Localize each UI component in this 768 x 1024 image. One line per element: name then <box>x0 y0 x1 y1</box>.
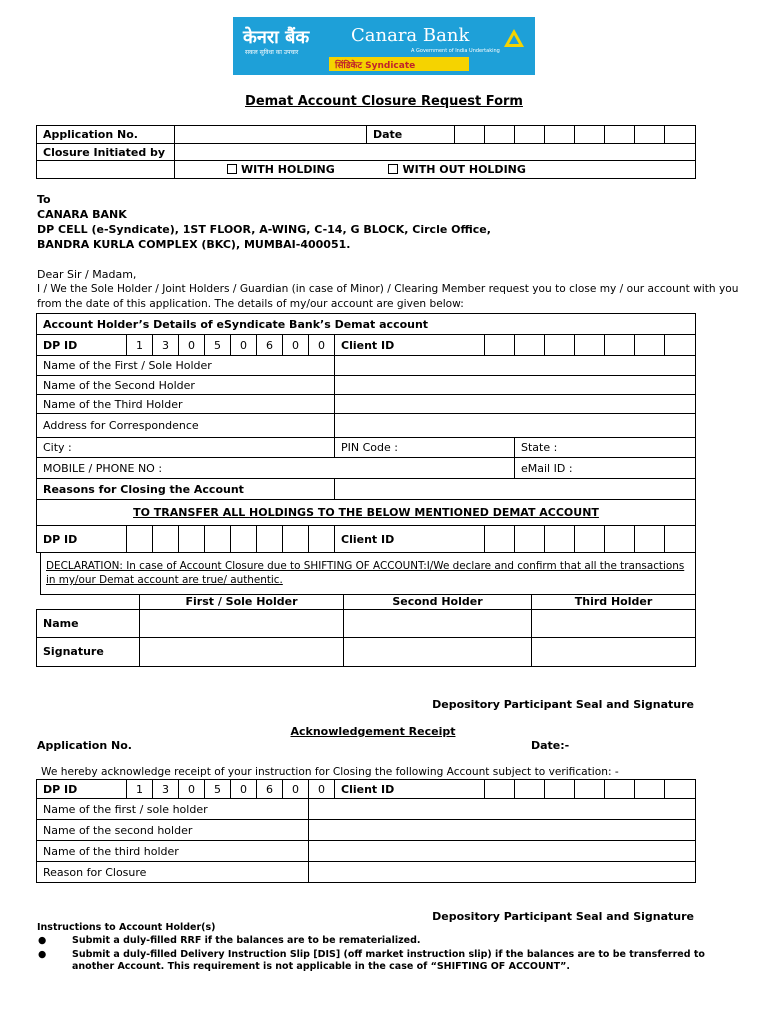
application-no-field[interactable] <box>175 126 367 144</box>
canara-triangle-icon <box>503 27 525 49</box>
body-line-1: I / We the Sole Holder / Joint Holders / Guardian (in case of Minor) / Clearing Member request you to close my / our account with you <box>37 283 739 295</box>
transfer-client-id-box[interactable] <box>575 526 605 553</box>
address-label: Address for Correspondence <box>37 414 335 438</box>
client-id-box[interactable] <box>605 335 635 356</box>
date-box[interactable] <box>545 126 575 144</box>
ack-reason-field[interactable] <box>309 862 696 883</box>
transfer-client-id-box[interactable] <box>515 526 545 553</box>
declaration-line-1: DECLARATION: In case of Account Closure due to SHIFTING OF ACCOUNT:I/We declare and confirm that all the transactions <box>46 560 685 572</box>
ack-client-id-box[interactable] <box>485 780 515 799</box>
declaration-line-2: in my/our Demat account are true/ authentic. <box>46 574 283 586</box>
second-holder-signature-field[interactable] <box>344 637 532 666</box>
details-heading: Account Holder’s Details of eSyndicate Bank’s Demat account <box>37 314 696 335</box>
logo-hindi-name: केनरा बैंक <box>243 27 310 48</box>
date-box[interactable] <box>455 126 485 144</box>
ack-client-id-box[interactable] <box>515 780 545 799</box>
date-box[interactable] <box>575 126 605 144</box>
address-line-3: BANDRA KURLA COMPLEX (BKC), MUMBAI-400051. <box>37 238 351 251</box>
dp-seal-signature-1: Depository Participant Seal and Signature <box>432 698 694 711</box>
client-id-box[interactable] <box>575 335 605 356</box>
instruction-item <box>36 935 726 947</box>
signature-table <box>36 595 696 667</box>
date-box[interactable] <box>665 126 696 144</box>
ack-second-holder-field[interactable] <box>309 820 696 841</box>
dp-seal-signature-2: Depository Participant Seal and Signature <box>432 910 694 923</box>
ack-dp-id-digit: 0 <box>231 780 257 799</box>
dp-id-digit: 1 <box>127 335 153 356</box>
ack-client-id-label: Client ID <box>335 780 485 799</box>
state-field[interactable]: State : <box>515 438 696 458</box>
empty-cell <box>37 161 175 179</box>
date-box[interactable] <box>515 126 545 144</box>
instruction-item <box>36 949 726 973</box>
first-holder-col: First / Sole Holder <box>140 595 344 609</box>
transfer-client-id-label: Client ID <box>335 526 485 553</box>
ack-first-holder-field[interactable] <box>309 799 696 820</box>
header-table <box>36 125 696 179</box>
reasons-field[interactable] <box>335 479 696 500</box>
dp-id-digit: 0 <box>179 335 205 356</box>
third-holder-label: Name of the Third Holder <box>37 395 335 414</box>
first-holder-name-field[interactable] <box>140 609 344 637</box>
ack-second-holder-label: Name of the second holder <box>37 820 309 841</box>
body-line-2: from the date of this application. The details of my/our account are given below: <box>37 298 464 310</box>
closure-initiated-field[interactable] <box>175 144 696 161</box>
declaration-box <box>40 553 696 595</box>
mobile-field[interactable]: MOBILE / PHONE NO : <box>37 458 515 479</box>
without-holding-option[interactable] <box>388 163 525 176</box>
client-id-box[interactable] <box>665 335 696 356</box>
ack-reason-label: Reason for Closure <box>37 862 309 883</box>
ack-third-holder-field[interactable] <box>309 841 696 862</box>
address-line-1: CANARA BANK <box>37 208 127 221</box>
checkbox-icon[interactable] <box>388 164 398 174</box>
ack-table <box>36 779 696 883</box>
with-holding-option[interactable] <box>227 163 335 176</box>
transfer-dp-id-label: DP ID <box>37 526 127 553</box>
ack-date: Date:- <box>531 739 570 752</box>
dp-id-digit: 3 <box>153 335 179 356</box>
without-holding-label: WITH OUT HOLDING <box>402 163 526 176</box>
dp-id-digit: 0 <box>283 335 309 356</box>
dp-id-digit: 0 <box>309 335 335 356</box>
dp-id-digit: 5 <box>205 335 231 356</box>
transfer-client-id-box[interactable] <box>545 526 575 553</box>
dp-id-digit: 0 <box>231 335 257 356</box>
ack-client-id-box[interactable] <box>635 780 665 799</box>
second-holder-label: Name of the Second Holder <box>37 376 335 395</box>
first-holder-signature-field[interactable] <box>140 637 344 666</box>
ack-client-id-box[interactable] <box>665 780 696 799</box>
form-title: Demat Account Closure Request Form <box>245 94 523 109</box>
client-id-box[interactable] <box>515 335 545 356</box>
dp-id-digit: 6 <box>257 335 283 356</box>
instruction-text: Submit a duly-filled RRF if the balances are to be rematerialized. <box>72 935 421 946</box>
bullet-icon: ● <box>38 949 47 960</box>
transfer-client-id-box[interactable] <box>635 526 665 553</box>
transfer-dp-id-box[interactable] <box>127 526 153 553</box>
ack-dp-id-label: DP ID <box>37 780 127 799</box>
ack-text: We hereby acknowledge receipt of your instruction for Closing the following Account subject to verification: - <box>41 766 619 778</box>
address-line-2: DP CELL (e-Syndicate), 1ST FLOOR, A-WING, C-14, G BLOCK, Circle Office, <box>37 223 491 236</box>
syndicate-label: सिंडिकेट Syndicate <box>335 61 416 71</box>
third-holder-name-field[interactable] <box>532 609 696 637</box>
application-no-label: Application No. <box>37 126 175 144</box>
logo-english-tagline: A Government of India Undertaking <box>411 48 500 54</box>
transfer-dp-id-box[interactable] <box>205 526 231 553</box>
account-details-table <box>36 313 696 553</box>
client-id-label: Client ID <box>335 335 485 356</box>
instructions-list <box>36 935 726 973</box>
transfer-dp-id-box[interactable] <box>283 526 309 553</box>
ack-dp-id-digit: 0 <box>179 780 205 799</box>
signature-row-label: Signature <box>37 637 140 666</box>
ack-dp-id-digit: 6 <box>257 780 283 799</box>
second-holder-name-field[interactable] <box>344 609 532 637</box>
checkbox-icon[interactable] <box>227 164 237 174</box>
third-holder-col: Third Holder <box>532 595 696 609</box>
closure-initiated-label: Closure Initiated by <box>37 144 175 161</box>
ack-dp-id-digit: 0 <box>309 780 335 799</box>
transfer-heading: TO TRANSFER ALL HOLDINGS TO THE BELOW MENTIONED DEMAT ACCOUNT <box>37 500 696 526</box>
empty-cell <box>37 595 140 609</box>
transfer-dp-id-box[interactable] <box>309 526 335 553</box>
date-label: Date <box>367 126 455 144</box>
logo-english-name: Canara Bank <box>351 25 470 46</box>
ack-dp-id-digit: 1 <box>127 780 153 799</box>
transfer-client-id-box[interactable] <box>665 526 696 553</box>
ack-client-id-box[interactable] <box>575 780 605 799</box>
third-holder-field[interactable] <box>335 395 696 414</box>
second-holder-col: Second Holder <box>344 595 532 609</box>
instruction-text-cont: another Account. This requirement is not applicable in the case of “SHIFTING OF ACCOUNT”. <box>72 961 570 972</box>
ack-application-no: Application No. <box>37 739 132 752</box>
ack-first-holder-label: Name of the first / sole holder <box>37 799 309 820</box>
instructions-heading: Instructions to Account Holder(s) <box>37 922 216 933</box>
date-box[interactable] <box>485 126 515 144</box>
with-holding-label: WITH HOLDING <box>241 163 335 176</box>
email-field[interactable]: eMail ID : <box>515 458 696 479</box>
address-to: To <box>37 193 51 206</box>
transfer-dp-id-box[interactable] <box>231 526 257 553</box>
city-field[interactable]: City : <box>37 438 335 458</box>
ack-dp-id-digit: 3 <box>153 780 179 799</box>
ack-dp-id-digit: 5 <box>205 780 231 799</box>
instruction-text: Submit a duly-filled Delivery Instruction Slip [DIS] (off market instruction slip) if the balances are to be transferred to <box>72 949 705 960</box>
pin-code-field[interactable]: PIN Code : <box>335 438 515 458</box>
address-field[interactable] <box>335 414 696 438</box>
first-holder-label: Name of the First / Sole Holder <box>37 356 335 376</box>
second-holder-field[interactable] <box>335 376 696 395</box>
ack-dp-id-digit: 0 <box>283 780 309 799</box>
salutation: Dear Sir / Madam, <box>37 268 137 281</box>
third-holder-signature-field[interactable] <box>532 637 696 666</box>
canara-bank-logo <box>233 17 535 75</box>
client-id-box[interactable] <box>485 335 515 356</box>
date-box[interactable] <box>605 126 635 144</box>
ack-client-id-box[interactable] <box>605 780 635 799</box>
dp-id-label: DP ID <box>37 335 127 356</box>
syndicate-badge <box>329 57 469 71</box>
date-box[interactable] <box>635 126 665 144</box>
reasons-label: Reasons for Closing the Account <box>37 479 335 500</box>
first-holder-field[interactable] <box>335 356 696 376</box>
ack-third-holder-label: Name of the third holder <box>37 841 309 862</box>
client-id-box[interactable] <box>635 335 665 356</box>
logo-hindi-tagline: सकल सुविधा का उपचार <box>245 49 299 56</box>
transfer-dp-id-box[interactable] <box>257 526 283 553</box>
transfer-dp-id-box[interactable] <box>153 526 179 553</box>
bullet-icon: ● <box>38 935 47 946</box>
transfer-dp-id-box[interactable] <box>179 526 205 553</box>
name-row-label: Name <box>37 609 140 637</box>
transfer-client-id-box[interactable] <box>605 526 635 553</box>
transfer-client-id-box[interactable] <box>485 526 515 553</box>
holding-options <box>175 161 696 179</box>
ack-client-id-box[interactable] <box>545 780 575 799</box>
client-id-box[interactable] <box>545 335 575 356</box>
ack-title: Acknowledgement Receipt <box>290 725 456 738</box>
